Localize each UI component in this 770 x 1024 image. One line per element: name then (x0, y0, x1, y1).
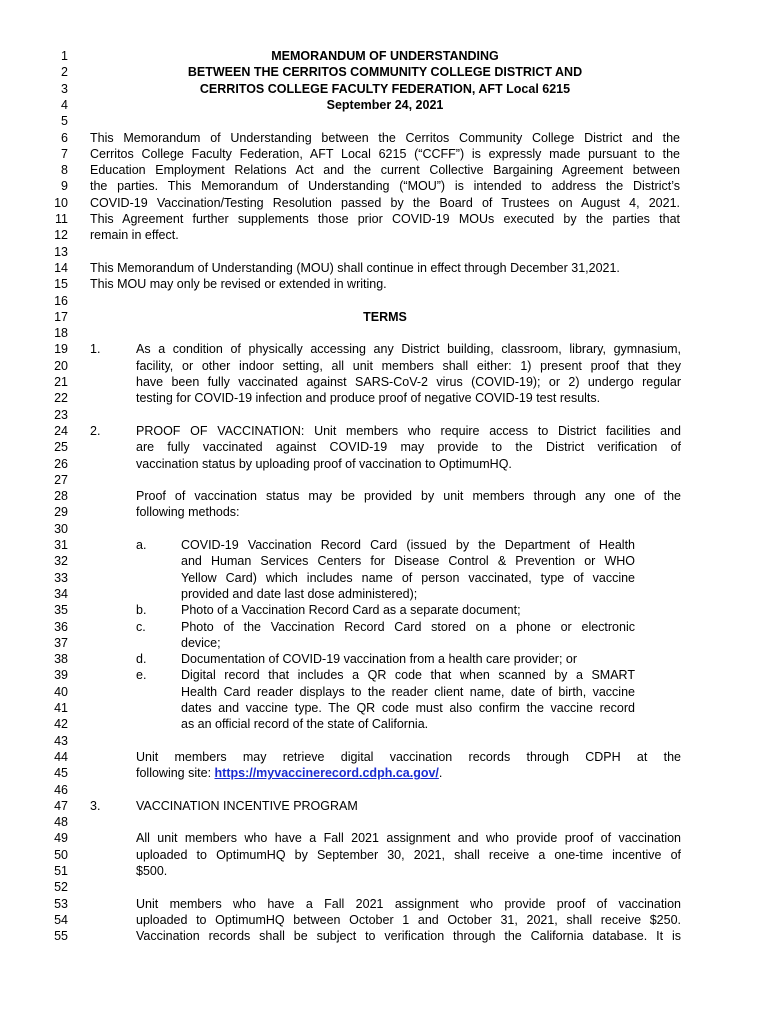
line-number: 25 (54, 440, 68, 455)
line-number: 21 (54, 375, 68, 389)
method-letter: c. (136, 619, 146, 634)
memo-title-line-1: MEMORANDUM OF UNDERSTANDING (271, 49, 499, 63)
line-number: 30 (54, 521, 68, 536)
incentive-paragraph-2-line: Unit members who have a Fall 2021 assignment who provide proof of vaccination (136, 896, 681, 911)
line-number: 5 (61, 114, 68, 129)
retrieve-suffix: . (438, 766, 443, 781)
line-number: 51 (54, 864, 68, 878)
method-text-line: Digital record that includes a QR code that when scanned by a SMART (181, 668, 635, 683)
line-number: 9 (61, 179, 68, 194)
line-number: 52 (54, 880, 68, 895)
retrieve-prefix: following site: (136, 766, 215, 781)
line-number: 34 (54, 586, 68, 601)
item-number: 1. (90, 342, 101, 357)
retrieve-line: Unit members may retrieve digital vaccination records through CDPH at the (136, 749, 681, 764)
line-number: 4 (61, 97, 68, 112)
intro-paragraph-line: Cerritos College Faculty Federation, AFT Local 6215 (“CCFF”) is expressly made pursuant to the (90, 146, 680, 161)
line-number: 10 (54, 195, 68, 210)
method-text-line: Yellow Card) which includes name of person vaccinated, type of vaccine (181, 570, 635, 585)
method-text-line: Documentation of COVID-19 vaccination from a health care provider; or (181, 652, 578, 667)
line-number: 45 (54, 766, 68, 781)
line-number: 8 (61, 163, 68, 178)
duration-paragraph-line: This Memorandum of Understanding (MOU) shall continue in effect through December 31,2021. (90, 260, 620, 275)
item1-text-line: facility, or other indoor setting, all unit members shall either: 1) present proof that they (136, 358, 681, 373)
line-number: 55 (54, 929, 68, 944)
line-number: 38 (54, 652, 68, 667)
line-number: 26 (54, 456, 68, 471)
method-text-line: Photo of a Vaccination Record Card as a separate document; (181, 603, 521, 618)
intro-paragraph-line: COVID-19 Vaccination/Testing Resolution passed by the Board of Trustees on August 4, 2021. (90, 195, 680, 210)
line-number: 1 (61, 49, 68, 63)
item-number: 2. (90, 423, 101, 438)
line-number: 54 (54, 912, 68, 927)
memo-date: September 24, 2021 (326, 97, 444, 112)
line-number: 48 (54, 815, 68, 830)
line-number: 13 (54, 244, 68, 259)
method-letter: d. (136, 652, 147, 667)
intro-paragraph-line: the parties. This Memorandum of Understanding (“MOU”) is intended to address the District’s (90, 179, 680, 194)
line-number: 19 (54, 342, 68, 357)
line-number: 15 (54, 277, 68, 292)
duration-paragraph-line: This MOU may only be revised or extended in writing. (90, 277, 387, 292)
line-number: 40 (54, 684, 68, 699)
line-number: 33 (54, 570, 68, 585)
line-number: 47 (54, 798, 68, 813)
line-number: 22 (54, 391, 68, 406)
intro-paragraph-line: Education Employment Relations Act and the current Collective Bargaining Agreement between (90, 163, 680, 178)
item2-text-line: PROOF OF VACCINATION: Unit members who require access to District facilities and (136, 423, 681, 438)
line-number: 31 (54, 538, 68, 552)
method-text-line: COVID-19 Vaccination Record Card (issued by the Department of Health (181, 538, 635, 552)
method-letter: e. (136, 668, 147, 683)
line-number: 50 (54, 847, 68, 862)
incentive-paragraph-1-line: uploaded to OptimumHQ by September 30, 2021, shall receive a one-time incentive of (136, 847, 681, 862)
method-letter: a. (136, 538, 147, 552)
item1-text-line: testing for COVID-19 infection and produce proof of negative COVID-19 test results. (136, 391, 601, 406)
line-number: 53 (54, 896, 68, 911)
method-text-line: Health Card reader displays to the reader client name, date of birth, vaccine (181, 684, 635, 699)
methods-intro-line: Proof of vaccination status may be provided by unit members through any one of the (136, 489, 681, 504)
line-number: 20 (54, 358, 68, 373)
item1-text-line: have been fully vaccinated against SARS-CoV-2 virus (COVID-19); or 2) undergo regular (136, 375, 681, 389)
line-number: 23 (54, 407, 68, 422)
method-text-line: Photo of the Vaccination Record Card stored on a phone or electronic (181, 619, 635, 634)
memo-title-line-2: BETWEEN THE CERRITOS COMMUNITY COLLEGE DISTRICT AND (187, 65, 583, 80)
item3-heading: VACCINATION INCENTIVE PROGRAM (136, 798, 358, 813)
method-text-line: as an official record of the state of California. (181, 717, 429, 732)
method-letter: b. (136, 603, 147, 618)
item2-text-line: are fully vaccinated against COVID-19 may provide to the District verification of (136, 440, 681, 455)
line-number: 46 (54, 782, 68, 797)
intro-paragraph-line: This Agreement further supplements those prior COVID-19 MOUs executed by the parties that (90, 212, 680, 226)
item1-text-line: As a condition of physically accessing any District building, classroom, library, gymnasium, (136, 342, 681, 357)
line-number: 3 (61, 81, 68, 96)
incentive-paragraph-2-line: uploaded to OptimumHQ between October 1 and October 31, 2021, shall receive $250. (136, 912, 681, 927)
memo-title-line-3: CERRITOS COLLEGE FACULTY FEDERATION, AFT Local 6215 (199, 81, 571, 96)
methods-intro-line: following methods: (136, 505, 240, 520)
line-number: 2 (61, 65, 68, 80)
line-number: 29 (54, 505, 68, 520)
line-number: 6 (61, 130, 68, 145)
line-number: 35 (54, 603, 68, 618)
line-number: 42 (54, 717, 68, 732)
line-number: 27 (54, 472, 68, 487)
line-number: 18 (54, 326, 68, 341)
line-number: 11 (55, 212, 68, 226)
line-number: 7 (61, 146, 68, 161)
line-number: 24 (54, 423, 68, 438)
line-number: 17 (54, 309, 68, 324)
incentive-paragraph-1-line: $500. (136, 864, 168, 878)
line-number: 28 (54, 489, 68, 504)
item-number: 3. (90, 798, 101, 813)
line-number: 49 (54, 831, 68, 846)
method-text-line: device; (181, 635, 221, 650)
cdph-vaccine-record-link[interactable]: https://myvaccinerecord.cdph.ca.gov/ (214, 766, 439, 781)
incentive-paragraph-1-line: All unit members who have a Fall 2021 assignment and who provide proof of vaccination (136, 831, 681, 846)
terms-heading: TERMS (363, 309, 407, 324)
line-number: 43 (54, 733, 68, 748)
line-number: 14 (54, 260, 68, 275)
method-text-line: dates and vaccine type. The QR code must also confirm the vaccine record (181, 701, 635, 715)
method-text-line: and Human Services Centers for Disease Control & Prevention or WHO (181, 554, 635, 569)
line-number: 32 (54, 554, 68, 569)
line-number: 41 (54, 701, 68, 715)
line-number: 12 (54, 228, 68, 243)
line-number: 36 (54, 619, 68, 634)
retrieve-line (136, 765, 442, 781)
incentive-paragraph-2-line: Vaccination records shall be subject to verification through the California database. It is (136, 929, 681, 944)
line-number: 39 (54, 668, 68, 683)
intro-paragraph-line: This Memorandum of Understanding between the Cerritos Community College District and the (90, 130, 680, 145)
line-number: 37 (54, 635, 68, 650)
intro-paragraph-line: remain in effect. (90, 228, 179, 243)
line-number: 16 (54, 293, 68, 308)
line-number: 44 (54, 749, 68, 764)
item2-text-line: vaccination status by uploading proof of vaccination to OptimumHQ. (136, 456, 512, 471)
method-text-line: provided and date last dose administered); (181, 586, 418, 601)
